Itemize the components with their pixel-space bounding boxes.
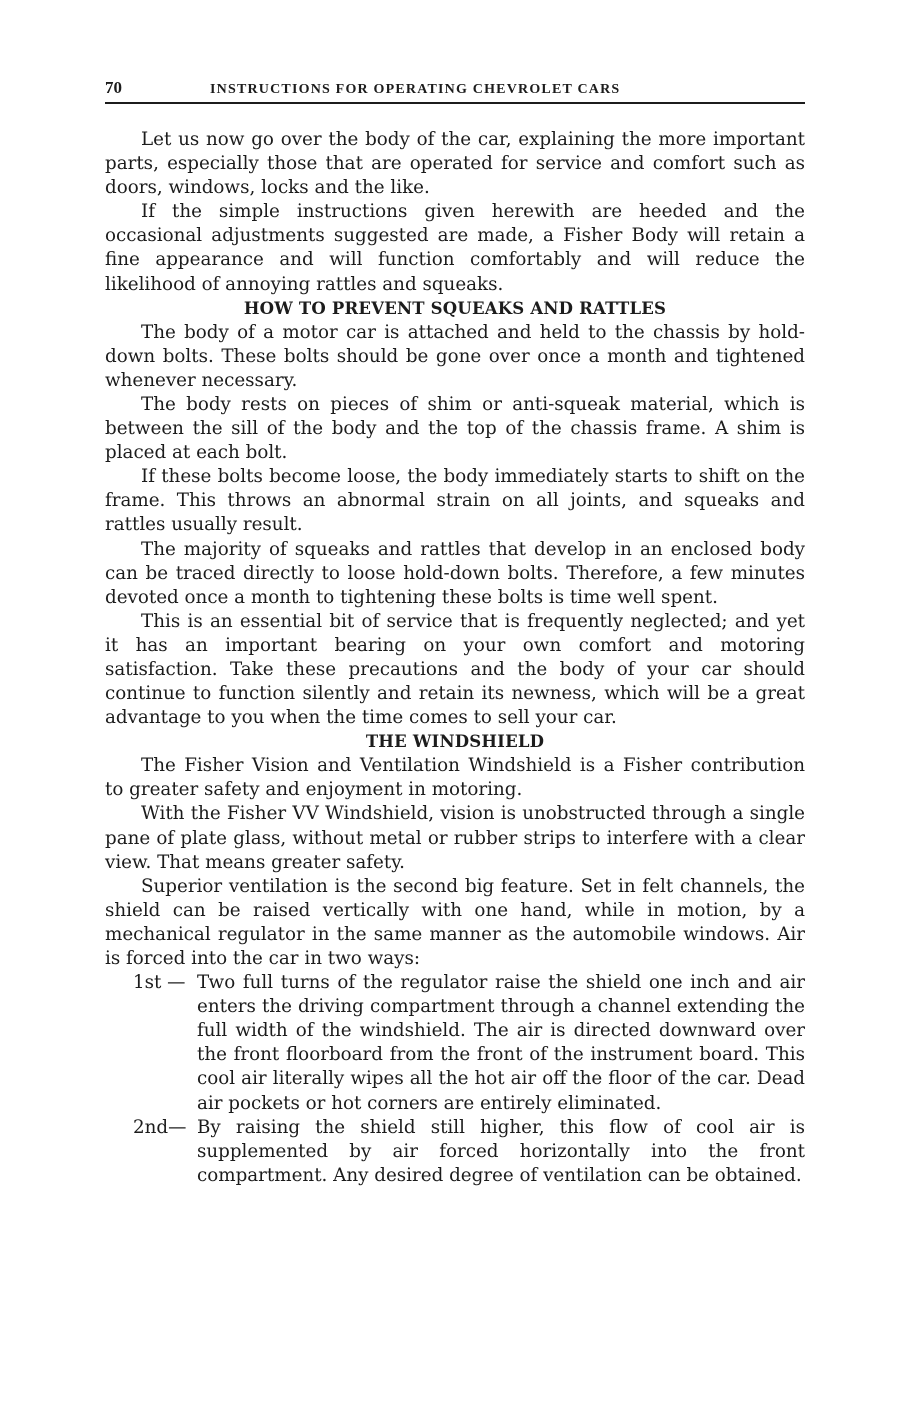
list-item-text: Two full turns of the regulator raise the shield one inch and air enters the driving compartment through a channel extending the full width of the windshield. The air is directed downward over the front floorboard from the front of the instrument board. This cool air literally wipes all the hot air off the floor of the car. Dead air pockets or hot corners are entirely eliminated. bbox=[197, 972, 805, 1114]
section-heading-squeaks: HOW TO PREVENT SQUEAKS AND RATTLES bbox=[243, 298, 667, 318]
list-item bbox=[133, 1116, 805, 1188]
page-number: 70 bbox=[105, 78, 122, 97]
body-paragraph: If these bolts become loose, the body immediately starts to shift on the frame. This throws an abnormal strain on all joints, and squeaks and rattles usually result. bbox=[105, 466, 805, 536]
list-item-label: 1st — bbox=[133, 972, 186, 994]
body-paragraph: The Fisher Vision and Ventilation Windshield is a Fisher contribution to greater safety and enjoyment in motoring. bbox=[105, 755, 805, 801]
body-paragraph: With the Fisher VV Windshield, vision is unobstructed through a single pane of plate glass, without metal or rubber strips to interfere with a clear view. That means greater safety. bbox=[105, 803, 805, 873]
list-item-text: By raising the shield still higher, this flow of cool air is supplemented by air forced horizontally into the front compartment. Any desired degree of ventilation can be obtained. bbox=[197, 1116, 805, 1186]
intro-paragraph: If the simple instructions given herewith are heeded and the occasional adjustments suggested are made, a Fisher Body will retain a fine appearance and will function comfortably and will reduce the likelihood of annoying rattles and squeaks. bbox=[105, 201, 805, 295]
intro-paragraph: Let us now go over the body of the car, explaining the more important parts, especially those that are operated for service and comfort such as doors, windows, locks and the like. bbox=[105, 129, 805, 199]
list-item bbox=[133, 971, 805, 1116]
running-head bbox=[105, 78, 805, 104]
body-paragraph: Superior ventilation is the second big feature. Set in felt channels, the shield can be raised vertically with one hand, while in motion, by a mechanical regulator in the same manner as the automobile windows. Air is forced into the car in two ways: bbox=[105, 875, 805, 969]
running-head-title: INSTRUCTIONS FOR OPERATING CHEVROLET CARS bbox=[210, 82, 621, 97]
body-paragraph: The body rests on pieces of shim or anti-squeak material, which is between the sill of the body and the top of the chassis frame. A shim is placed at each bolt. bbox=[105, 393, 805, 464]
body-paragraph: The body of a motor car is attached and held to the chassis by hold-down bolts. These bolts should be gone over once a month and tightened whenever necessary. bbox=[105, 321, 805, 391]
body-paragraph: This is an essential bit of service that is frequently neglected; and yet it has an important bearing on your own comfort and motoring satisfaction. Take these precautions and the body of your car should continue to function silently and retain its newness, which will be a great advantage to you when the time comes to sell your car. bbox=[105, 610, 805, 729]
section-heading-windshield: THE WINDSHIELD bbox=[365, 732, 545, 752]
body-paragraph: The majority of squeaks and rattles that develop in an enclosed body can be traced directly to loose hold-down bolts. Therefore, a few minutes devoted once a month to tightening these bolts is time well spent. bbox=[105, 538, 805, 608]
list-item-label: 2nd— bbox=[133, 1116, 187, 1138]
page bbox=[105, 78, 805, 1188]
